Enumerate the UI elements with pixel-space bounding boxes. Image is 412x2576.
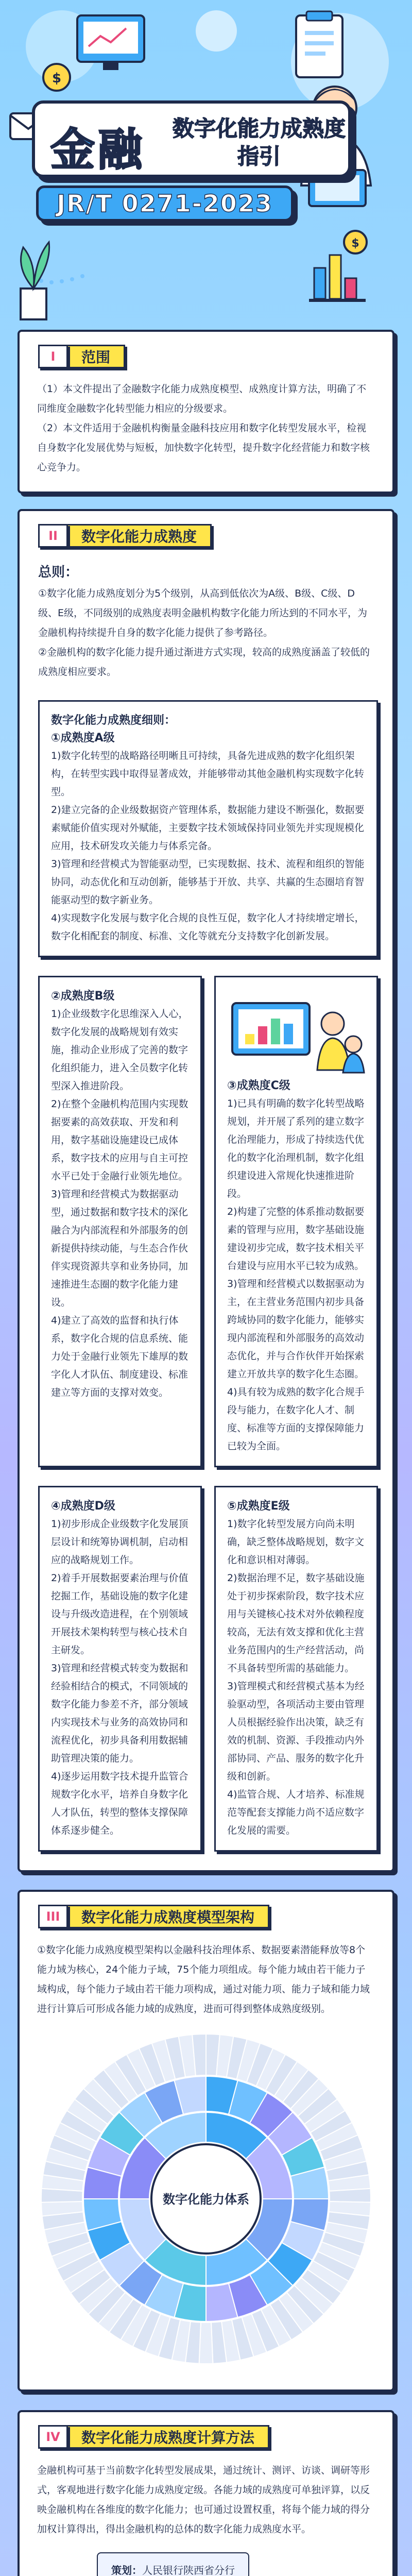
level-item: 3)管理和经营模式转变为数据和经验相结合的模式，不同领域的数字化能力参差不齐，部分领域内实现技术与业务的高效协同和流程优化，初步具备利用数据辅助管理决策的能力。: [51, 1663, 188, 1764]
level-item: 3)管理和经营模式为数据驱动型，通过数据和数字技术的深化融合为内部流程和外部服务的创新提供持续动能，与生态合作伙伴实现资源共享和业务协同，加速推进生态圈的数字化能力建设。: [51, 1189, 188, 1308]
level-item: 2)在整个金融机构范围内实现数据要素的高效获取、开发和利用，数字基础设施建设已成体系，数字技术的应用与自主可控水平已处于金融行业领先地位。: [51, 1098, 188, 1182]
level-a-card: [38, 700, 378, 957]
monitor-icon: [77, 15, 144, 70]
level-title: ①成熟度A级: [51, 732, 115, 744]
bar-graph-icon: [309, 255, 366, 302]
level-title: ⑤成熟度E级: [227, 1500, 290, 1513]
scope-paragraph: （2）本文件适用于金融机构衡量金融科技应用和数字化转型发展水平，检视自身数字化发展优势与短板，加快数字化转型，提升数字化经营能力和数字核心竞争力。: [37, 422, 370, 473]
detail-heading: 数字化能力成熟度细则：: [51, 714, 176, 727]
level-item: 1)已具有明确的数字化转型战略规划，并开展了系列的建立数字化治理能力，形成了持续迭代优化的数字化治理机制，数字化组织建设进入常规化快速推进阶段。: [227, 1098, 365, 1199]
credit-value: 人民银行陕西省分行: [142, 2564, 235, 2576]
level-item: 4)逐步运用数字技术提升监管合规数字化水平，培养自身数字化人才队伍，转型的整体支撑保障体系逐步健全。: [51, 1771, 188, 1836]
level-title: ②成熟度B级: [51, 990, 115, 1003]
level-item: 1)初步形成企业级数字化发展顶层设计和统筹协调机制，启动相应的战略规划工作。: [51, 1518, 188, 1566]
level-title: ③成熟度C级: [227, 1079, 290, 1092]
level-item: 4)具有较为成熟的数字化合规手段与能力，在数字化人才、制度、标准等方面的支撑保障能力已较为全面。: [227, 1386, 365, 1452]
level-grid-row: [38, 976, 378, 1467]
overview-paragraph: ②金融机构的数字化能力提升通过渐进方式实现，较高的成熟度涵盖了较低的成熟度相应要求。: [38, 647, 370, 677]
section-model-architecture: [18, 1890, 394, 2392]
level-item: 4)建立了高效的监督和执行体系，数字化合规的信息系统、能力处于金融行业领先下雄厚的数字化人才队伍、制度建设、标准建立等方面的支撑对效变。: [51, 1315, 188, 1398]
coin-icon: [43, 64, 70, 91]
section-calculation: [18, 2410, 394, 2576]
section-maturity: [18, 509, 394, 1872]
level-title: ④成熟度D级: [51, 1500, 115, 1513]
capability-wheel-graphic: [36, 2029, 376, 2369]
section-title: 范围: [68, 345, 125, 368]
level-item: 1)数字化转型的战略路径明晰且可持续，具备先进成熟的数字化组织架构，在转型实践中取得显著成效，并能够带动其他金融机构实现数字化转型。: [51, 750, 365, 798]
section-header: [38, 522, 392, 549]
scope-paragraph: （1）本文件提出了金融数字化能力成熟度模型、成熟度计算方法，明确了不同维度金融数字化转型能力相应的分级要求。: [37, 383, 367, 414]
section-title: 数字化能力成熟度模型架构: [68, 1905, 269, 1928]
level-c-card: [214, 976, 378, 1467]
section-numeral: I: [38, 345, 68, 368]
level-item: 2)数据治理不足，数字基础设施处于初步探索阶段，数字技术应用与关键核心技术对外依赖程度较高，无法有效支撑和优化主营业务范围内的生产经营活动，尚不具备转型所需的基础能力。: [227, 1572, 365, 1674]
level-e-card: [214, 1486, 378, 1852]
section-numeral: II: [38, 524, 68, 548]
capability-item-segment: [330, 2189, 371, 2202]
page-subtitle: 数字化能力成熟度指引: [172, 116, 346, 169]
section-header: [38, 2424, 392, 2450]
section-numeral: III: [38, 1905, 68, 1928]
credit-line: [111, 2561, 235, 2576]
title-banner: [32, 100, 351, 178]
level-grid-row: [38, 1486, 378, 1852]
level-items: [51, 1005, 189, 1402]
level-d-card: [38, 1486, 202, 1852]
capability-item-segment: [199, 2323, 213, 2364]
section-title: 数字化能力成熟度: [68, 524, 212, 548]
section-title: 数字化能力成熟度计算方法: [68, 2425, 269, 2449]
level-item: 4)实现数字化发展与数字化合规的良性互促，数字化人才持续增定增长，数字化相配套的制度、标准、文化等就充分支持数字化创新发展。: [51, 912, 365, 942]
level-item: 3)管理和经营模式以数据驱动为主，在主营业务范围内初步具备跨域协同的数字化能力，能够实现内部流程和外部服务的高效动态优化，并与合作伙伴开始探索建立开放共享的数字化生态圈。: [227, 1278, 365, 1380]
header: [0, 0, 412, 330]
level-item: 2)建立完备的企业级数据资产管理体系，数据能力建设不断强化，数据要素赋能价值实现对外赋能，主要数字技术领域保持同业领先并实现规模化应用，技术研发攻关能力与体系完备。: [51, 804, 365, 852]
wheel-center-label: 数字化能力体系: [163, 2192, 249, 2207]
clipboard-icon: [296, 11, 342, 77]
standard-code: JR/T 0271-2023: [36, 185, 294, 222]
section-scope: [18, 330, 394, 494]
architecture-text: ①数字化能力成熟度模型架构以金融科技治理体系、数据要素潜能释放等8个能力域为核心，24个能力子域，75个能力项组成。每个能力域由若干能力子域构成，每个能力子域由若干能力项构成，通过对能力项、能力子域和能力域进行计算后可形成各能力域的成熟度，进而可得到整体成熟度级别。: [37, 1944, 370, 2014]
level-item: 3)管理模式和经营模式基本为经验驱动型，各项活动主要由管理人员根据经验作出决策，缺乏有效的机制、资源、手段推动内外部协同、产品、服务的数字化升级和创新。: [227, 1681, 365, 1782]
level-item: 2)着手开展数据要素治理与价值挖掘工作，基础设施的数字化建设与升级改造进程，在个别领域开展技术架构转型与核心技术自主研发。: [51, 1572, 188, 1656]
page-title: 金融: [50, 124, 145, 176]
level-item: 1)企业级数字化思维深入人心，数字化发展的战略规划有效实施，推动企业形成了完善的数字化组织能力，进入全员数字化转型深入推进阶段。: [51, 1008, 188, 1092]
svg-text:$: $: [52, 71, 62, 86]
section-numeral: IV: [38, 2425, 68, 2449]
scope-text: [20, 370, 392, 492]
level-b-card: [38, 976, 202, 1467]
level-item: 1)数字化转型发展方向尚未明确，缺乏整体战略规划，数字文化和意识相对薄弱。: [227, 1518, 365, 1566]
level-item: 4)监管合规、人才培养、标准规范等配套支撑能力尚不适应数字化发展的需要。: [227, 1789, 365, 1836]
capability-wheel: [36, 2029, 376, 2369]
level-items: [227, 1515, 365, 1840]
section-header: [38, 343, 392, 370]
overview-paragraph: ①数字化能力成熟度划分为5个级别，从高到低依次为A级、B级、C级、D级、E级，不同级别的成熟度表明金融机构数字化能力所达到的不同水平，为金融机构持续提升自身的数字化能力提供了参考路径。: [38, 588, 368, 638]
svg-text:$: $: [351, 237, 359, 250]
overview-text: [20, 584, 392, 682]
plant-illustration: [21, 242, 49, 319]
level-item: 3)管理和经营模式为智能驱动型，已实现数据、技术、流程和组织的智能协同，动态优化和互动创新，能够基于开放、共享、共赢的生态圈培育智能驱动型的数字新业务。: [51, 858, 365, 906]
overview-heading: 总则：: [38, 565, 79, 580]
level-items: [227, 1095, 365, 1455]
credit-label: 策划：: [111, 2564, 142, 2576]
section-header: [38, 1903, 392, 1930]
level-items: [51, 1515, 189, 1840]
credits-box: [97, 2552, 249, 2576]
calculation-text: 金融机构可基于当前数字化转型发展成果，通过统计、测评、访谈、调研等形式，客观地进行数字化能力成熟度定级。各能力域的成熟度可单独评算，以反映金融机构在各维度的数字化能力；也可通过设置权重，将每个能力域的得分加权计算得出，得出金融机构的总体的数字化能力成熟度水平。: [37, 2465, 370, 2535]
level-item: 2)构建了完整的体系推动数据要素的管理与应用，数字基础设施建设初步完成，数字技术相关平台建设与应用水平已较为成熟。: [227, 1206, 365, 1272]
team-illustration: [227, 988, 366, 1075]
level-items: [51, 747, 365, 945]
